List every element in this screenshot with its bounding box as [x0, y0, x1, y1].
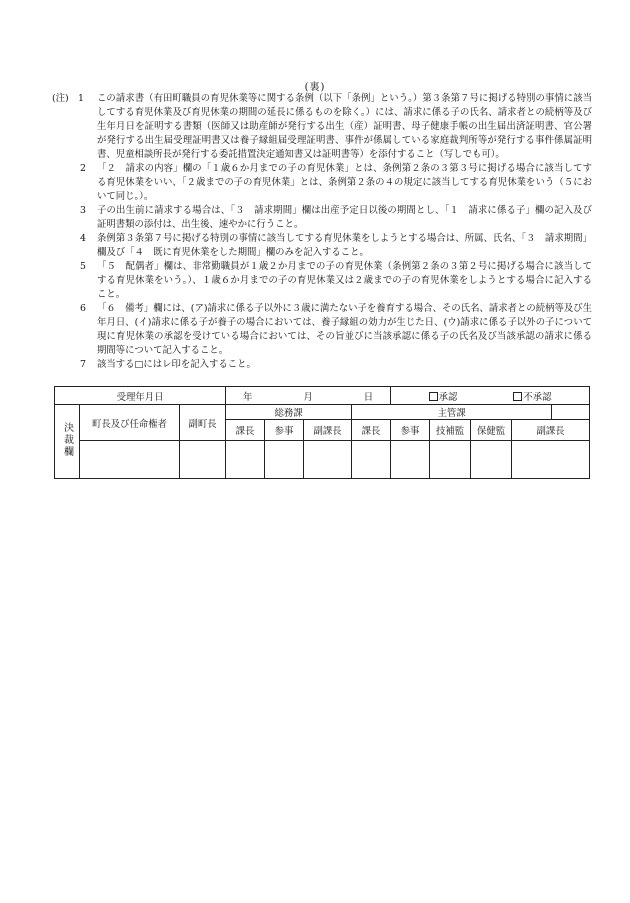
ga-col-1: 課長 — [226, 420, 265, 441]
approve-label: 承認 — [438, 391, 458, 403]
note-5 — [52, 260, 592, 302]
note-text: 「２ 請求の内容」欄の「１歳６か月までの子の育児休業」とは、条例第２条の３第３号に掲げる場合に該当してする育児休業をいい、「２歳までの子の育児休業」とは、条例第２条の４の規定に該当してする育児休業をいう（５において同じ。）。 — [97, 163, 592, 202]
approval-choice — [391, 387, 590, 405]
ga-col-2: 参事 — [265, 420, 304, 441]
note-text: 子の出生前に請求する場合は、「３ 請求期間」欄は出産予定日以後の期間とし、「１ 請求に係る子」欄の記入及び証明書類の添付は、出生後、速やかに行うこと。 — [97, 205, 592, 230]
stamp-mg-4[interactable] — [471, 441, 512, 479]
mg-col-4: 保健監 — [471, 420, 512, 441]
stamp-mg-1[interactable] — [352, 441, 391, 479]
deputy-mayor-label: 副町長 — [180, 405, 226, 441]
note-number: 5 — [80, 261, 86, 272]
received-date-label: 受理年月日 — [55, 387, 226, 405]
mayor-label: 町長及び任命権者 — [80, 405, 180, 441]
general-affairs-label: 総務課 — [226, 405, 352, 420]
note-7 — [52, 358, 592, 372]
note-3 — [52, 204, 592, 232]
stamp-mg-3[interactable] — [430, 441, 471, 479]
note-number: 2 — [80, 163, 86, 174]
note-text: 「５ 配偶者」欄は、非常勤職員が１歳２か月までの子の育児休業（条例第２条の３第２号に掲げる場合に該当してする育児休業をいう。）、１歳６か月までの子の育児休業又は２歳までの子の育児休業をしようとする場合に記入すること。 — [97, 261, 592, 300]
stamp-deputy[interactable] — [180, 441, 226, 479]
mg-col-1: 課長 — [352, 420, 391, 441]
mg-col-2: 参事 — [391, 420, 430, 441]
managing-dept-extra — [552, 405, 590, 420]
approve-checkbox[interactable] — [429, 392, 438, 401]
received-date-field[interactable] — [226, 387, 391, 405]
reject-label: 不承認 — [523, 391, 552, 403]
note-number: 4 — [80, 233, 86, 244]
decision-label: 決裁欄 — [61, 422, 73, 458]
managing-dept-label: 主管課 — [352, 405, 552, 420]
stamp-mayor[interactable] — [80, 441, 180, 479]
decision-cell — [55, 405, 80, 479]
note-6 — [52, 302, 592, 358]
note-2 — [52, 162, 592, 204]
month-label: 月 — [303, 391, 313, 403]
stamp-mg-2[interactable] — [391, 441, 430, 479]
day-label: 日 — [363, 391, 374, 403]
note-number: 7 — [80, 359, 86, 370]
ga-col-3: 副課長 — [304, 420, 352, 441]
mg-col-3: 技補監 — [430, 420, 471, 441]
stamp-row — [55, 441, 590, 479]
note-number: 3 — [80, 205, 86, 216]
stamp-ga-1[interactable] — [226, 441, 265, 479]
note-number: 1 — [78, 93, 84, 104]
note-number: 6 — [80, 303, 86, 314]
reject-checkbox[interactable] — [513, 392, 522, 401]
note-1 — [52, 92, 592, 162]
page-title: (裏) — [304, 82, 326, 93]
note-text: この請求書（有田町職員の育児休業等に関する条例（以下「条例」という。）第３条第７号に掲げる特別の事情に該当してする育児休業及び育児休業の期間の延長に係るものを除く。）には、請求に係る子の氏名、請求者との続柄等及び生年月日を証明する書類（医師又は助産師が発行する出生（産）証明書、母子健康手帳の出生届出済証明書、官公署が発行する出生届受理証明書又は養子縁組届受理証明書、事件が係属している家庭裁判所等が発行する事件係属証明書、児童相談所長が発行する委託措置決定通知書又は証明書等）を添付すること（写しでも可）。 — [97, 93, 592, 160]
stamp-mg-5[interactable] — [512, 441, 590, 479]
note-4 — [52, 232, 592, 260]
notes-section — [52, 92, 592, 372]
department-row — [55, 405, 590, 420]
note-text: 「６ 備考」欄には、(ア)請求に係る子以外に３歳に満たない子を養育する場合、その氏名、請求者との続柄等及び生年月日、(イ)請求に係る子が養子の場合においては、養子縁組の効力が生じた日、(ウ)請求に係る子以外の子について現に育児休業の承認を受けている場合においては、その旨並びに当該承認に係る子の氏名及び当該承認の請求に係る期間等について記入すること。 — [97, 303, 592, 356]
received-row — [55, 387, 590, 405]
approval-table — [54, 386, 590, 479]
stamp-ga-2[interactable] — [265, 441, 304, 479]
note-text: 該当する□にはレ印を記入すること。 — [97, 359, 256, 370]
note-text: 条例第３条第７号に掲げる特別の事情に該当してする育児休業をしようとする場合は、所属、氏名、「３ 請求期間」欄及び「４ 既に育児休業をした期間」欄のみを記入すること。 — [97, 233, 592, 258]
mg-col-5: 副課長 — [512, 420, 590, 441]
year-label: 年 — [242, 391, 253, 403]
stamp-ga-3[interactable] — [304, 441, 352, 479]
note-prefix: (注) — [52, 93, 69, 104]
